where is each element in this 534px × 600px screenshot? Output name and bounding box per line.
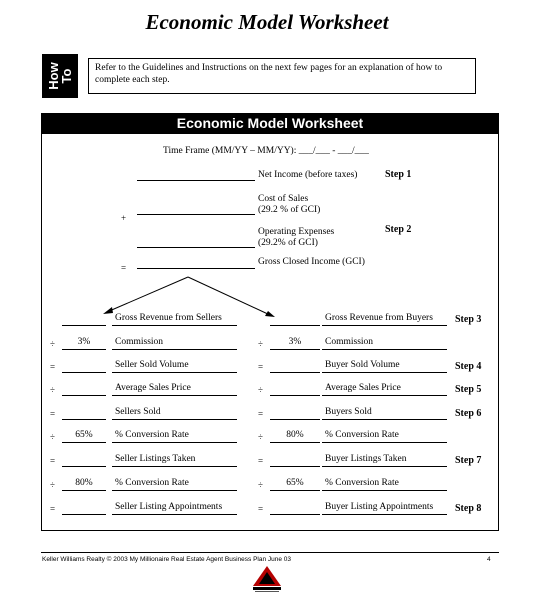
row-3-left-value-line[interactable]: [62, 395, 106, 396]
row-3-left-operator: ÷: [50, 385, 55, 395]
row-1-left-label-line: [112, 349, 237, 350]
page-title: Economic Model Worksheet: [145, 10, 389, 34]
row-3-right-value-line[interactable]: [270, 395, 320, 396]
net-income-label: Net Income (before taxes): [258, 170, 358, 180]
row-1-left-label: Commission: [115, 337, 164, 347]
row-8-right-label-line: [322, 514, 447, 515]
row-2-right-operator: =: [258, 362, 264, 372]
row-2-right-value-line[interactable]: [270, 372, 320, 373]
row-0-right-value-line[interactable]: [270, 325, 320, 326]
row-7-left-value-line[interactable]: [62, 490, 106, 491]
row-7-right-value: 65%: [286, 478, 304, 488]
row-7-left-value: 80%: [75, 478, 93, 488]
row-3-right-label-line: [322, 395, 447, 396]
arrow-left-line: [107, 277, 188, 312]
row-4-left-label-line: [112, 419, 237, 420]
row-5-left-value: 65%: [75, 430, 93, 440]
step-8-label: Step 8: [455, 503, 482, 514]
arrow-right-line: [188, 277, 270, 315]
step-1-label: Step 1: [385, 169, 412, 180]
row-0-right-label-line: [322, 325, 447, 326]
row-1-right-value: 3%: [288, 337, 302, 347]
row-7-left-label: % Conversion Rate: [115, 478, 189, 488]
step-6-label: Step 6: [455, 408, 482, 419]
row-2-left-operator: =: [50, 362, 56, 372]
row-4-right-label: Buyers Sold: [325, 407, 372, 417]
how-to-line2: To: [59, 68, 74, 84]
row-1-left-operator: ÷: [50, 339, 55, 349]
row-5-left-value-line[interactable]: [62, 442, 106, 443]
cost-of-sales-line[interactable]: [137, 214, 255, 215]
row-1-left-value-line[interactable]: [62, 349, 106, 350]
row-8-left-label-line: [112, 514, 237, 515]
row-0-left-label: Gross Revenue from Sellers: [115, 313, 222, 323]
row-1-right-label: Commission: [325, 337, 374, 347]
row-5-left-label-line: [112, 442, 237, 443]
row-1-right-value-line[interactable]: [270, 349, 320, 350]
row-7-right-value-line[interactable]: [270, 490, 320, 491]
row-3-right-operator: ÷: [258, 385, 263, 395]
row-7-right-label: % Conversion Rate: [325, 478, 399, 488]
millionaire-logo: [250, 564, 284, 594]
page-number: 4: [487, 556, 491, 563]
footer-divider: [41, 552, 499, 553]
step-2-label: Step 2: [385, 224, 412, 235]
row-8-left-value-line[interactable]: [62, 514, 106, 515]
row-5-left-label: % Conversion Rate: [115, 430, 189, 440]
step-7-label: Step 7: [455, 455, 482, 466]
gci-line[interactable]: [137, 268, 255, 269]
row-8-right-operator: =: [258, 504, 264, 514]
row-4-right-label-line: [322, 419, 447, 420]
gci-label: Gross Closed Income (GCI): [258, 257, 365, 267]
row-3-left-label: Average Sales Price: [115, 383, 191, 393]
intro-note: Refer to the Guidelines and Instructions on the next few pages for an explanation of how to complete each step.: [88, 58, 476, 94]
how-to-badge: [42, 54, 78, 98]
row-8-left-label: Seller Listing Appointments: [115, 502, 223, 512]
row-5-right-value-line[interactable]: [270, 442, 320, 443]
step-5-label: Step 5: [455, 384, 482, 395]
worksheet-header: Economic Model Worksheet: [41, 113, 499, 134]
row-5-right-label-line: [322, 442, 447, 443]
row-5-right-value: 80%: [286, 430, 304, 440]
row-4-left-operator: =: [50, 409, 56, 419]
row-1-right-label-line: [322, 349, 447, 350]
row-4-left-value-line[interactable]: [62, 419, 106, 420]
timeframe-label: Time Frame (MM/YY – MM/YY): ___/___ - ___/___: [163, 146, 369, 156]
operating-expenses-label: Operating Expenses: [258, 227, 335, 237]
row-2-left-label-line: [112, 372, 237, 373]
row-5-right-label: % Conversion Rate: [325, 430, 399, 440]
footer-text: Keller Williams Realty © 2003 My Millionaire Real Estate Agent Business Plan June 03: [42, 556, 292, 563]
arrow-right-head: [265, 311, 275, 317]
row-0-left-label-line: [112, 325, 237, 326]
equals-operator: =: [121, 263, 127, 273]
step-4-label: Step 4: [455, 361, 482, 372]
row-6-right-label: Buyer Listings Taken: [325, 454, 407, 464]
row-6-right-operator: =: [258, 456, 264, 466]
row-2-right-label-line: [322, 372, 447, 373]
row-8-left-operator: =: [50, 504, 56, 514]
row-6-left-value-line[interactable]: [62, 466, 106, 467]
row-0-left-value-line[interactable]: [62, 325, 106, 326]
row-7-right-operator: ÷: [258, 480, 263, 490]
arrow-left-head: [103, 307, 113, 314]
row-4-left-label: Sellers Sold: [115, 407, 161, 417]
row-7-left-operator: ÷: [50, 480, 55, 490]
row-8-right-label: Buyer Listing Appointments: [325, 502, 434, 512]
row-1-right-operator: ÷: [258, 339, 263, 349]
cost-of-sales-label: Cost of Sales: [258, 194, 309, 204]
row-4-right-operator: =: [258, 409, 264, 419]
operating-expenses-pct: (29.2% of GCI): [258, 238, 318, 248]
row-6-left-label-line: [112, 466, 237, 467]
row-7-right-label-line: [322, 490, 447, 491]
row-6-left-operator: =: [50, 456, 56, 466]
row-6-right-label-line: [322, 466, 447, 467]
operating-expenses-line[interactable]: [137, 247, 255, 248]
row-0-right-label: Gross Revenue from Buyers: [325, 313, 433, 323]
row-2-left-value-line[interactable]: [62, 372, 106, 373]
row-3-right-label: Average Sales Price: [325, 383, 401, 393]
row-6-left-label: Seller Listings Taken: [115, 454, 196, 464]
row-5-right-operator: ÷: [258, 432, 263, 442]
row-7-left-label-line: [112, 490, 237, 491]
row-8-right-value-line[interactable]: [270, 514, 320, 515]
plus-operator: +: [121, 213, 127, 223]
net-income-line[interactable]: [137, 180, 255, 181]
row-5-left-operator: ÷: [50, 432, 55, 442]
cost-of-sales-pct: (29.2 % of GCI): [258, 205, 321, 215]
step-3-label: Step 3: [455, 314, 482, 325]
row-1-left-value: 3%: [77, 337, 91, 347]
row-3-left-label-line: [112, 395, 237, 396]
row-4-right-value-line[interactable]: [270, 419, 320, 420]
row-6-right-value-line[interactable]: [270, 466, 320, 467]
how-to-line1: How: [46, 62, 61, 90]
row-2-right-label: Buyer Sold Volume: [325, 360, 400, 370]
row-2-left-label: Seller Sold Volume: [115, 360, 189, 370]
